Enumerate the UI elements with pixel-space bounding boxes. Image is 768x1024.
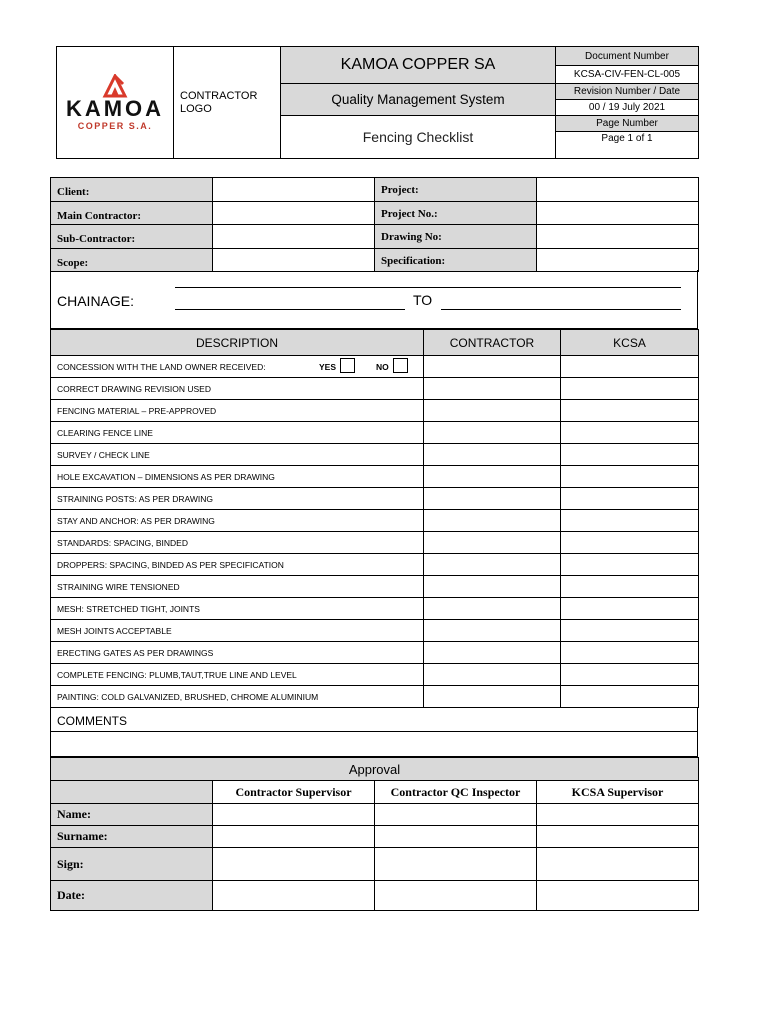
contractor-cell[interactable] [424,620,561,642]
check-item: SURVEY / CHECK LINE [51,444,424,466]
kamoa-logo-mark-icon [101,74,129,98]
checklist-table [50,329,699,708]
table-row [51,576,699,598]
comments-label: COMMENTS [57,714,127,728]
table-row [51,422,699,444]
client-label: Client: [51,178,213,202]
surname-field[interactable] [537,826,699,848]
check-item: PAINTING: COLD GALVANIZED, BRUSHED, CHROME ALUMINIUM [51,686,424,708]
yes-checkbox[interactable] [340,358,355,373]
surname-field[interactable] [213,826,375,848]
approval-table [50,757,699,911]
contractor-cell[interactable] [424,642,561,664]
contractor-supervisor-header: Contractor Supervisor [213,781,375,804]
contractor-cell[interactable] [424,532,561,554]
table-row [51,554,699,576]
document-header [56,46,699,159]
contractor-cell[interactable] [424,488,561,510]
check-item: CONCESSION WITH THE LAND OWNER RECEIVED: YES NO [51,356,424,378]
chainage-line-top[interactable] [175,287,681,288]
check-item: ERECTING GATES AS PER DRAWINGS [51,642,424,664]
name-label: Name: [51,804,213,826]
date-field[interactable] [375,881,537,911]
contractor-qc-inspector-header: Contractor QC Inspector [375,781,537,804]
surname-label: Surname: [51,826,213,848]
chainage-section [50,270,698,329]
contractor-cell[interactable] [424,576,561,598]
approval-corner [51,781,213,804]
table-row [51,356,699,378]
kcsa-cell[interactable] [561,378,699,400]
kcsa-cell[interactable] [561,554,699,576]
table-row [51,642,699,664]
kcsa-supervisor-header: KCSA Supervisor [537,781,699,804]
main-contractor-field[interactable] [213,201,375,225]
check-item: STAY AND ANCHOR: AS PER DRAWING [51,510,424,532]
table-row [51,598,699,620]
contractor-cell[interactable] [424,664,561,686]
sign-label: Sign: [51,848,213,881]
project-label: Project: [375,178,537,202]
date-field[interactable] [537,881,699,911]
contractor-cell[interactable] [424,422,561,444]
contractor-header: CONTRACTOR [424,330,561,356]
specification-field[interactable] [537,248,699,272]
contractor-cell[interactable] [424,356,561,378]
kcsa-cell[interactable] [561,422,699,444]
company-logo [57,47,174,159]
kcsa-cell[interactable] [561,466,699,488]
check-item: HOLE EXCAVATION – DIMENSIONS AS PER DRAWING [51,466,424,488]
page-label: Page Number [556,116,699,132]
kcsa-cell[interactable] [561,598,699,620]
kcsa-cell[interactable] [561,642,699,664]
scope-field[interactable] [213,248,375,272]
client-field[interactable] [213,178,375,202]
contractor-cell[interactable] [424,598,561,620]
check-item: STRAINING POSTS: AS PER DRAWING [51,488,424,510]
specification-label: Specification: [375,248,537,272]
contractor-cell[interactable] [424,444,561,466]
surname-field[interactable] [375,826,537,848]
comments-field[interactable] [51,732,697,756]
sub-contractor-field[interactable] [213,225,375,249]
contractor-cell[interactable] [424,378,561,400]
sub-contractor-label: Sub-Contractor: [51,225,213,249]
contractor-cell[interactable] [424,686,561,708]
company-name: KAMOA COPPER SA [281,47,556,84]
kcsa-header: KCSA [561,330,699,356]
drawing-no-field[interactable] [537,225,699,249]
checklist-title: Fencing Checklist [281,116,556,159]
chainage-to-field[interactable] [441,309,681,310]
sign-field[interactable] [375,848,537,881]
kcsa-cell[interactable] [561,488,699,510]
table-row [51,510,699,532]
main-contractor-label: Main Contractor: [51,201,213,225]
check-item: COMPLETE FENCING: PLUMB,TAUT,TRUE LINE AND LEVEL [51,664,424,686]
kcsa-cell[interactable] [561,510,699,532]
yes-label: YES [319,362,337,372]
description-header: DESCRIPTION [51,330,424,356]
contractor-cell[interactable] [424,466,561,488]
name-field[interactable] [213,804,375,826]
check-item: FENCING MATERIAL – PRE-APPROVED [51,400,424,422]
contractor-logo-placeholder: CONTRACTOR LOGO [174,47,281,159]
sign-field[interactable] [213,848,375,881]
contractor-cell[interactable] [424,400,561,422]
table-row [51,488,699,510]
table-row [51,664,699,686]
table-row [51,466,699,488]
logo-subtitle: COPPER S.A. [77,121,153,131]
table-row [51,686,699,708]
check-item: STANDARDS: SPACING, BINDED [51,532,424,554]
project-info-table [50,177,699,272]
date-label: Date: [51,881,213,911]
comments-section [50,707,698,757]
name-field[interactable] [375,804,537,826]
kcsa-cell[interactable] [561,532,699,554]
table-row [51,444,699,466]
contractor-cell[interactable] [424,510,561,532]
kcsa-cell[interactable] [561,576,699,598]
date-field[interactable] [213,881,375,911]
name-field[interactable] [537,804,699,826]
doc-number-label: Document Number [556,47,699,66]
table-row [51,620,699,642]
check-item: CLEARING FENCE LINE [51,422,424,444]
scope-label: Scope: [51,248,213,272]
doc-number: KCSA-CIV-FEN-CL-005 [556,66,699,84]
drawing-no-label: Drawing No: [375,225,537,249]
kcsa-cell[interactable] [561,400,699,422]
project-field[interactable] [537,178,699,202]
check-item: CORRECT DRAWING REVISION USED [51,378,424,400]
kcsa-cell[interactable] [561,356,699,378]
revision-value: 00 / 19 July 2021 [556,100,699,116]
kcsa-cell[interactable] [561,444,699,466]
no-checkbox[interactable] [393,358,408,373]
table-row [51,532,699,554]
project-no-field[interactable] [537,201,699,225]
page-value: Page 1 of 1 [556,132,699,159]
revision-label: Revision Number / Date [556,84,699,100]
check-item: MESH JOINTS ACCEPTABLE [51,620,424,642]
kcsa-cell[interactable] [561,686,699,708]
table-row [51,378,699,400]
logo-word: KAMOA [65,96,165,121]
system-name: Quality Management System [281,84,556,116]
check-item: MESH: STRETCHED TIGHT, JOINTS [51,598,424,620]
project-no-label: Project No.: [375,201,537,225]
no-label: NO [376,362,389,372]
check-item: DROPPERS: SPACING, BINDED AS PER SPECIFICATION [51,554,424,576]
kcsa-cell[interactable] [561,664,699,686]
chainage-from-field[interactable] [175,309,405,310]
check-item: STRAINING WIRE TENSIONED [51,576,424,598]
sign-field[interactable] [537,848,699,881]
chainage-to-label: TO [413,292,433,308]
chainage-label: CHAINAGE: [57,293,135,309]
kcsa-cell[interactable] [561,620,699,642]
approval-title: Approval [51,758,699,781]
table-row [51,400,699,422]
contractor-cell[interactable] [424,554,561,576]
